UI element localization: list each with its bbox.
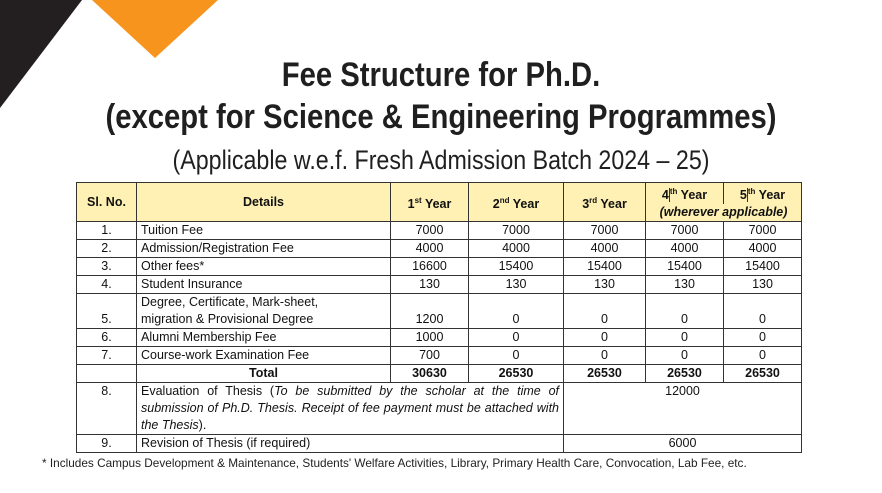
row-sl: 6. xyxy=(77,329,137,347)
table-row xyxy=(77,329,802,347)
cell-value: 0 xyxy=(646,347,724,365)
header-year-5: 5th Year xyxy=(739,187,786,203)
cell-value: 130 xyxy=(469,276,564,294)
cell-value: 0 xyxy=(724,347,802,365)
cell-value: 0 xyxy=(564,347,646,365)
cell-value: 0 xyxy=(564,329,646,347)
table-row xyxy=(77,276,802,294)
table-row xyxy=(77,347,802,365)
total-value: 26530 xyxy=(469,365,564,383)
cell-value: 4000 xyxy=(724,240,802,258)
cell-value: 0 xyxy=(469,329,564,347)
total-value: 26530 xyxy=(564,365,646,383)
table-row-thesis-revision xyxy=(77,435,802,453)
row-sl: 4. xyxy=(77,276,137,294)
page-title-line2: (except for Science & Engineering Programmes) xyxy=(105,98,777,136)
cell-value: 0 xyxy=(724,294,802,329)
thesis-revision-amount: 6000 xyxy=(564,435,802,453)
cell-value: 15400 xyxy=(469,258,564,276)
row-detail-line2: migration & Provisional Degree xyxy=(141,312,314,327)
row-detail xyxy=(137,294,391,329)
cell-value: 7000 xyxy=(724,222,802,240)
cell-value: 4000 xyxy=(646,240,724,258)
cell-value: 130 xyxy=(391,276,469,294)
total-value: 26530 xyxy=(724,365,802,383)
row-sl: 1. xyxy=(77,222,137,240)
row-sl: 5. xyxy=(77,294,137,329)
total-value: 30630 xyxy=(391,365,469,383)
row-detail: Student Insurance xyxy=(137,276,391,294)
row-detail-line1: Degree, Certificate, Mark-sheet, xyxy=(141,295,319,310)
row-sl: 7. xyxy=(77,347,137,365)
cell-value: 4000 xyxy=(564,240,646,258)
cell-value: 7000 xyxy=(469,222,564,240)
table-row xyxy=(77,294,802,329)
table-row xyxy=(77,258,802,276)
header-year-2: 2nd Year xyxy=(469,183,564,222)
row-detail: Admission/Registration Fee xyxy=(137,240,391,258)
row-detail: Evaluation of Thesis (To be submitted by the scholar at the time of submission of Ph.D. Thesis. Receipt of fee payment must be attached with the Thesis). xyxy=(137,383,564,435)
table-row xyxy=(77,222,802,240)
header-sl-no: Sl. No. xyxy=(77,183,137,222)
row-sl: 9. xyxy=(77,435,137,453)
fee-structure-table xyxy=(76,182,802,453)
cell-value: 130 xyxy=(564,276,646,294)
total-label: Total xyxy=(137,365,391,383)
header-year-4: 4th Year xyxy=(646,183,724,204)
row-sl: 8. xyxy=(77,383,137,435)
header-year-1: 1st Year xyxy=(391,183,469,222)
orange-triangle-decoration xyxy=(92,0,218,58)
cell-value: 7000 xyxy=(646,222,724,240)
cell-value: 0 xyxy=(724,329,802,347)
row-detail: Alumni Membership Fee xyxy=(137,329,391,347)
cell-value: 0 xyxy=(469,294,564,329)
cell-value: 0 xyxy=(564,294,646,329)
table-row-thesis-evaluation xyxy=(77,383,802,435)
total-row xyxy=(77,365,802,383)
cell-value: 130 xyxy=(724,276,802,294)
cell-value: 0 xyxy=(469,347,564,365)
row-detail: Course-work Examination Fee xyxy=(137,347,391,365)
cell-value: 0 xyxy=(646,294,724,329)
header-wherever-applicable: (wherever applicable) xyxy=(659,205,788,220)
thesis-evaluation-amount: 12000 xyxy=(564,383,802,435)
cell-value: 15400 xyxy=(724,258,802,276)
table-row xyxy=(77,240,802,258)
cell-value: 7000 xyxy=(564,222,646,240)
cell-value: 15400 xyxy=(564,258,646,276)
cell-value: 1200 xyxy=(391,294,469,329)
cell-value: 16600 xyxy=(391,258,469,276)
cell-value: 0 xyxy=(646,329,724,347)
total-sl-empty xyxy=(77,365,137,383)
row-sl: 3. xyxy=(77,258,137,276)
cell-value: 4000 xyxy=(391,240,469,258)
page-subtitle: (Applicable w.e.f. Fresh Admission Batch 2024 – 25) xyxy=(172,145,710,175)
row-sl: 2. xyxy=(77,240,137,258)
cell-value: 700 xyxy=(391,347,469,365)
header-details: Details xyxy=(137,183,391,222)
page-title-line1: Fee Structure for Ph.D. xyxy=(281,56,601,94)
cell-value: 4000 xyxy=(469,240,564,258)
header-year-3: 3rd Year xyxy=(564,183,646,222)
cell-value: 1000 xyxy=(391,329,469,347)
row-detail: Tuition Fee xyxy=(137,222,391,240)
total-value: 26530 xyxy=(646,365,724,383)
cell-value: 7000 xyxy=(391,222,469,240)
row-detail: Revision of Thesis (if required) xyxy=(137,435,564,453)
table-header-row xyxy=(77,183,802,222)
cell-value: 15400 xyxy=(646,258,724,276)
footnote: * Includes Campus Development & Maintenance, Students' Welfare Activities, Library, Primary Health Care, Convocation, Lab Fee, etc. xyxy=(42,456,747,470)
cell-value: 130 xyxy=(646,276,724,294)
header-year-4-5 xyxy=(646,183,802,222)
row-detail: Other fees* xyxy=(137,258,391,276)
